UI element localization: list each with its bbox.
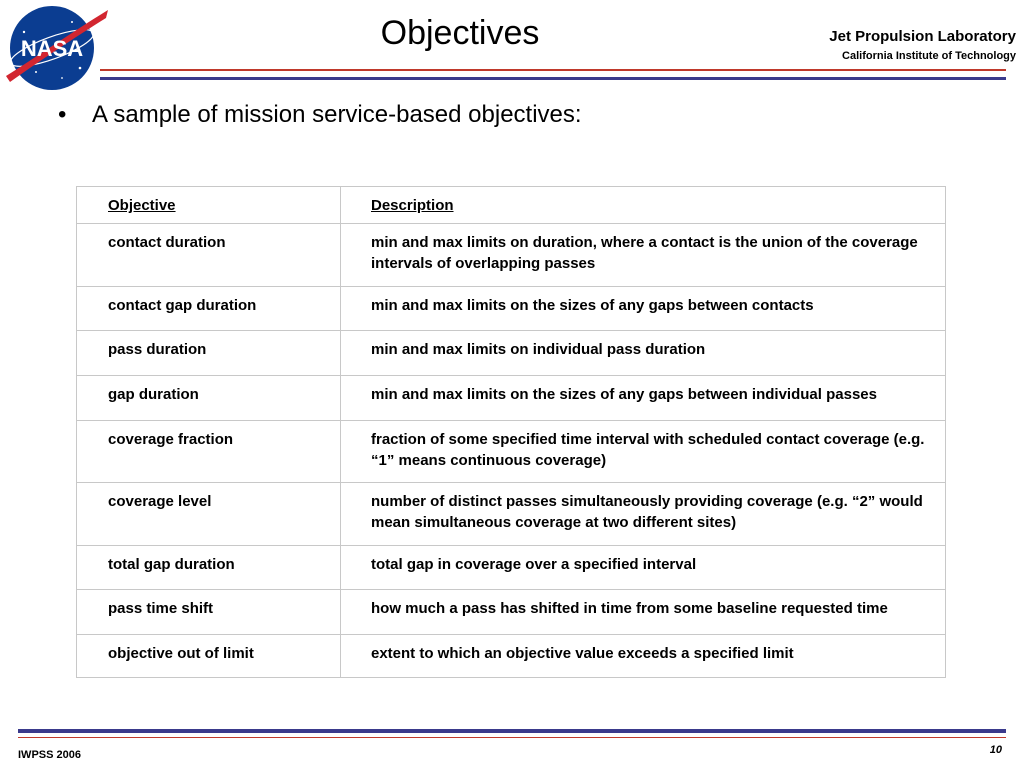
table-row [77, 223, 945, 286]
table-row [77, 634, 945, 679]
table-row [77, 545, 945, 590]
bullet-point [58, 101, 582, 129]
table-row [77, 420, 945, 483]
table-row [77, 375, 945, 420]
objective-cell: contact duration [108, 234, 226, 251]
description-cell: min and max limits on the sizes of any gaps between individual passes [371, 386, 877, 403]
header-description: Description [371, 197, 454, 214]
objective-cell: coverage level [108, 493, 212, 510]
organization-name: Jet Propulsion Laboratory [829, 28, 1016, 45]
table-header-row [77, 187, 945, 223]
header-rule-red [100, 69, 1006, 71]
bullet-marker: • [58, 101, 67, 128]
description-cell: min and max limits on the sizes of any gaps between contacts [371, 297, 814, 314]
objective-cell: pass duration [108, 341, 207, 358]
nasa-logo-text: NASA [20, 36, 84, 61]
page-title: Objectives [380, 14, 540, 52]
footer-rule-red [18, 737, 1006, 738]
bullet-text: A sample of mission service-based objectives: [92, 101, 582, 128]
objective-cell: pass time shift [108, 600, 214, 617]
table-row [77, 286, 945, 331]
table-row [77, 330, 945, 375]
description-cell: fraction of some specified time interval with scheduled contact coverage (e.g. “1” means continuous coverage) [371, 431, 925, 469]
description-cell: how much a pass has shifted in time from some baseline requested time [371, 600, 888, 617]
objectives-table [76, 186, 946, 678]
description-cell: min and max limits on individual pass duration [371, 341, 706, 358]
description-cell: total gap in coverage over a specified interval [371, 556, 697, 573]
description-cell: extent to which an objective value exceeds a specified limit [371, 645, 794, 662]
institution-name: California Institute of Technology [842, 50, 1016, 62]
objective-cell: coverage fraction [108, 431, 234, 448]
page-number: 10 [989, 744, 1002, 756]
header-rule-blue [100, 77, 1006, 80]
footer-event-label: IWPSS 2006 [18, 749, 81, 761]
table-row [77, 589, 945, 634]
objective-cell: contact gap duration [108, 297, 257, 314]
header-objective: Objective [108, 197, 176, 214]
table-row [77, 482, 945, 545]
objective-cell: objective out of limit [108, 645, 254, 662]
footer-rule-blue [18, 729, 1006, 733]
objective-cell: gap duration [108, 386, 199, 403]
objective-cell: total gap duration [108, 556, 235, 573]
description-cell: number of distinct passes simultaneously providing coverage (e.g. “2” would mean simultaneous coverage at two different sites) [371, 493, 923, 531]
description-cell: min and max limits on duration, where a contact is the union of the coverage intervals of overlapping passes [371, 234, 918, 272]
